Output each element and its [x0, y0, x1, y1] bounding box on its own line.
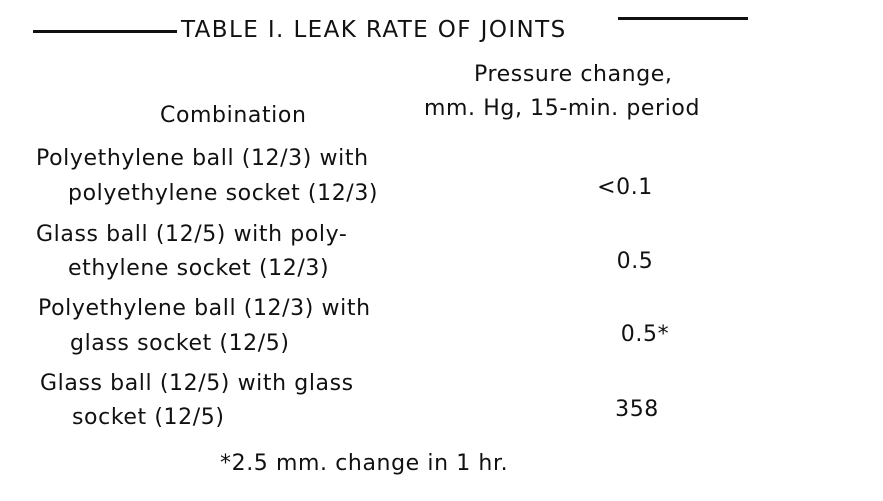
row-4-combination-line2: socket (12/5): [72, 405, 225, 430]
row-4-pressure-value: 358: [615, 397, 659, 422]
column-header-combination: Combination: [160, 103, 307, 128]
table-footnote: *2.5 mm. change in 1 hr.: [220, 451, 509, 476]
row-2-combination-line1: Glass ball (12/5) with poly-: [36, 222, 348, 247]
row-1-combination-line1: Polyethylene ball (12/3) with: [36, 146, 369, 171]
row-3-pressure-value: 0.5*: [620, 322, 670, 347]
column-header-pressure-line2: mm. Hg, 15-min. period: [424, 96, 701, 121]
title-rule-right: [618, 17, 748, 20]
row-2-combination-line2: ethylene socket (12/3): [68, 256, 330, 281]
row-3-combination-line2: glass socket (12/5): [70, 331, 290, 356]
title-rule-left: [33, 30, 177, 33]
table-title: TABLE I. LEAK RATE OF JOINTS: [181, 17, 567, 43]
row-4-combination-line1: Glass ball (12/5) with glass: [40, 371, 354, 396]
row-3-combination-line1: Polyethylene ball (12/3) with: [38, 296, 371, 321]
row-1-pressure-value: <0.1: [597, 175, 653, 200]
column-header-pressure-line1: Pressure change,: [474, 62, 673, 87]
row-2-pressure-value: 0.5: [616, 249, 654, 274]
row-1-combination-line2: polyethylene socket (12/3): [68, 181, 379, 206]
